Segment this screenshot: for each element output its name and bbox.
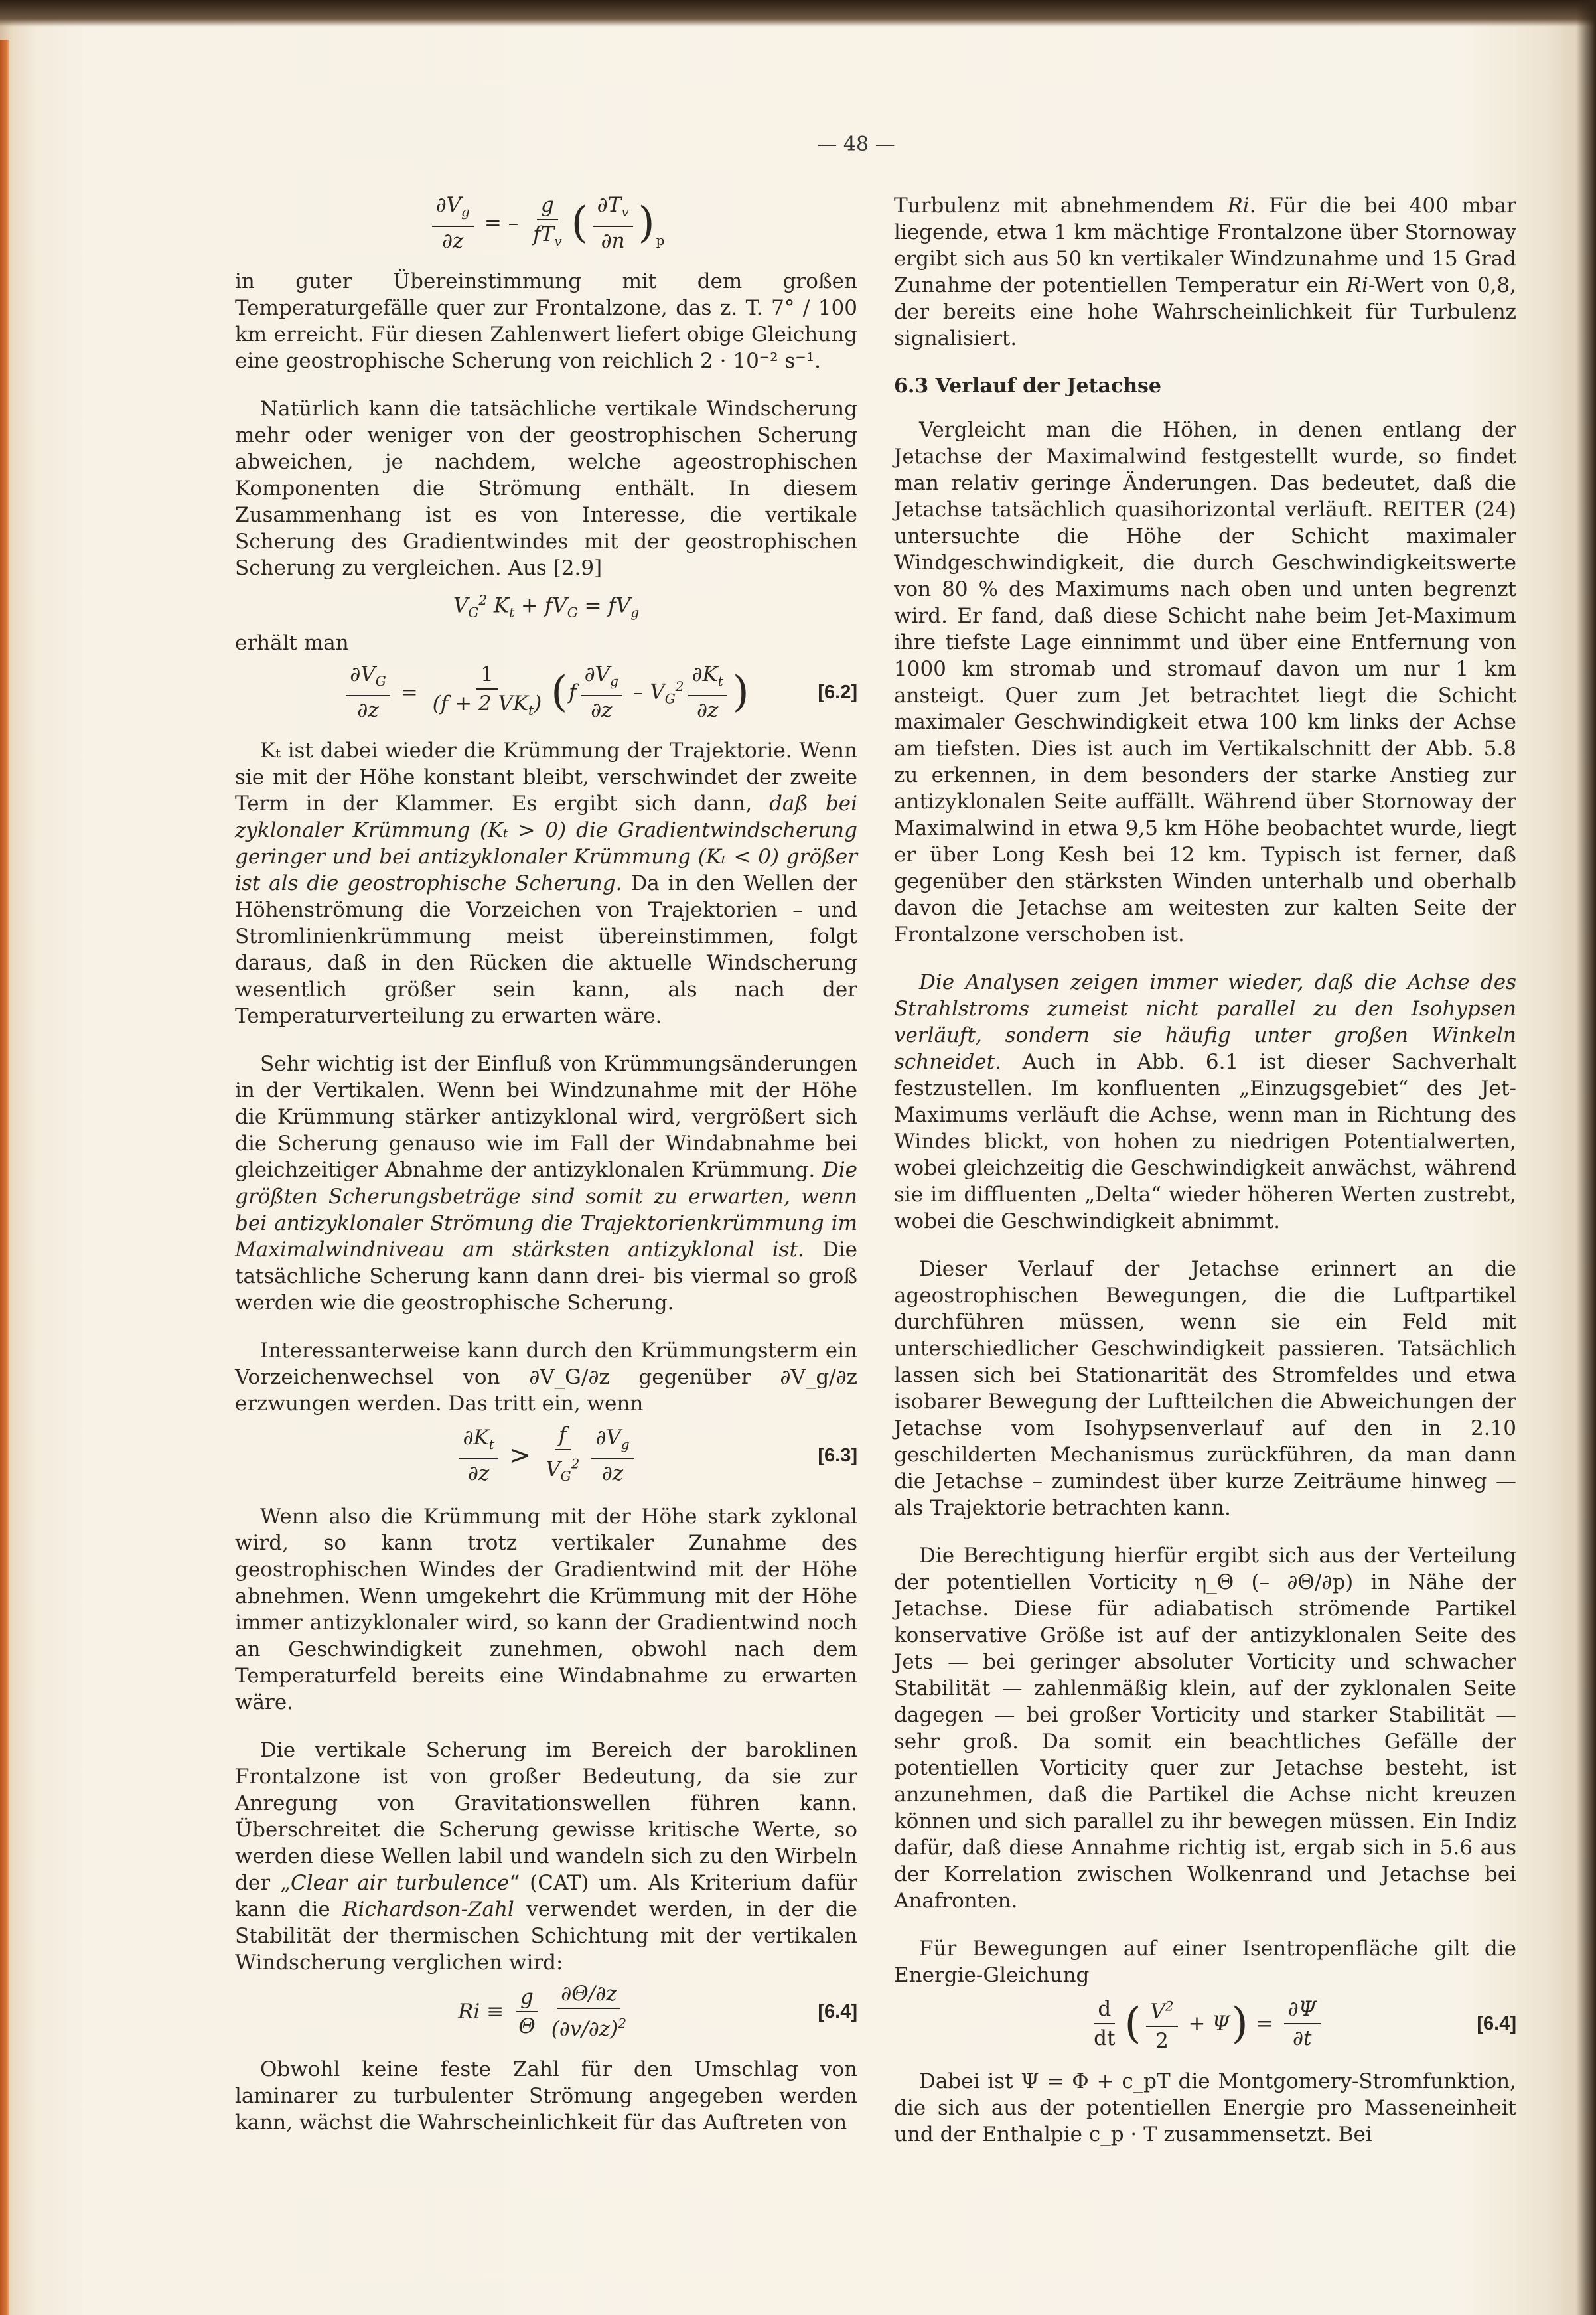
equation-number: [6.4] bbox=[818, 2000, 857, 2022]
paragraph: Obwohl keine feste Zahl für den Umschlag von laminarer zu turbulenter Strömung angegeben werden kann, wächst die Wahrscheinlichkeit für das Auftreten von bbox=[235, 2057, 857, 2134]
scan-right-shadow bbox=[1576, 0, 1596, 2315]
paragraph: Für Bewegungen auf einer Isentropenfläche gilt die Energie-Gleichung bbox=[894, 1937, 1516, 1987]
equation-6-4-richardson: Ri ≡ $\frac{g}{\Theta}$ $\frac{\partial\Theta/\partial z}{(\partial v/\partial z)^2}$ [6.4] bbox=[458, 1982, 857, 2041]
paragraph: Die vertikale Scherung im Bereich der baroklinen Frontalzone ist von großer Bedeutung, da sie zur Anregung von Gravitationswellen führen kann. Überschreitet die Scherung gewisse kritische Werte, so werden diese Wellen labil und wandeln sich zu den Wirbeln der „Clear air turbulence“ (CAT) um. Als Kriterium dafür kann die Richardson-Zahl verwendet werden, in der die Stabilität der thermischen Schichtung mit der vertikalen Windscherung verglichen wird: bbox=[235, 1738, 857, 1975]
paragraph: Dieser Verlauf der Jetachse erinnert an die ageostrophischen Bewegungen, die die Luftpartikel durchführen müssen, wenn sie ein Feld mit unterschiedlicher Geschwindigkeit passieren. Tatsächlich lassen sich bei Stationarität des Stromfeldes und etwa isobarer Bewegung der Luftteilchen die Abweichungen der Jetachse vom Isohypsenverlauf auf den in 2.10 geschilderten Mechanismus zurückführen, da man dann die Jetachse – zumindest über kurze Zeiträume hinweg — als Trajektorie betrachten kann. bbox=[894, 1257, 1516, 1520]
page-number: — 48 — bbox=[817, 133, 895, 156]
equation-6-3: $\frac{\partial K_t}{\partial z}$ > $\frac{f}{V_G^2}$ $\frac{\partial V_g}{\partial z}$ [6.3] bbox=[235, 1422, 857, 1489]
paragraph: Wenn also die Krümmung mit der Höhe stark zyklonal wird, so kann trotz vertikaler Zunahme des geostrophischen Windes der Gradientwind mit der Höhe abnehmen. Wenn umgekehrt die Krümmung mit der Höhe immer antizyklonaler wird, so kann der Gradientwind noch an Geschwindigkeit zunehmen, obwohl nach dem Temperaturfeld bereits eine Windabnahme zu erwarten wäre. bbox=[235, 1505, 857, 1715]
equation-6-2: $\frac{\partial V_G}{\partial z}$ = $\frac{1}{(f + 2 VK_t)}$ ( f $\frac{\partial V_g}{\partial z}$ – $V_G^2$ $\frac{\partial K_t}{\partial z}$ ) [6.2] bbox=[235, 662, 857, 723]
paragraph: Sehr wichtig ist der Einfluß von Krümmungsänderungen in der Vertikalen. Wenn bei Windzunahme mit der Höhe die Krümmung stärker antizyklonal wird, vergrößert sich die Scherung genauso wie im Fall der Windabnahme bei gleichzeitiger Abnahme der antizyklonalen Krümmung. Die größten Scherungsbeträge sind somit zu erwarten, wenn bei antizyklonaler Strömung die Trajektorienkrümmung im Maximalwindniveau am stärksten antizyklonal ist. Die tatsächliche Scherung kann dann drei- bis viermal so groß werden wie die geostrophische Scherung. bbox=[235, 1051, 857, 1315]
paragraph: Vergleicht man die Höhen, in denen entlang der Jetachse der Maximalwind festgestellt wurde, so findet man relativ geringe Änderungen. Das bedeutet, daß die Jetachse tatsächlich quasihorizontal verläuft. REITER (24) untersuchte die Höhe der Schicht maximaler Windgeschwindigkeit, die durch Geschwindigkeitswerte von 80 % des Maximums nach oben und unten begrenzt wird. Er fand, daß diese Schicht nahe beim Jet-Maximum ihre tiefste Lage einnimmt und über eine Entfernung von 1000 km stromab und stromauf davon um nur 1 km ansteigt. Quer zum Jet betrachtet liegt die Schicht maximaler Geschwindigkeit etwa 100 km links der Achse am tiefsten. Dies ist auch im Vertikalschnitt der Abb. 5.8 zu erkennen, in dem besonders der starke Anstieg zur antizyklonalen Seite auffällt. Während über Stornoway der Maximalwind in etwa 9,5 km Höhe beobachtet wurde, liegt er über Long Kesh bei 12 km. Typisch ist ferner, daß gegenüber den stärksten Winden unterhalb und oberhalb davon die Jetachse am weitesten zur kalten Seite der Frontalzone verschoben ist. bbox=[894, 418, 1516, 946]
paragraph: Kₜ ist dabei wieder die Krümmung der Trajektorie. Wenn sie mit der Höhe konstant bleibt, verschwindet der zweite Term in der Klammer. Es ergibt sich dann, daß bei zyklonaler Krümmung (Kₜ > 0) die Gradientwindscherung geringer und bei antizyklonaler Krümmung (Kₜ < 0) größer ist als die geostrophische Scherung. Da in den Wellen der Höhenströmung die Vorzeichen von Trajektorien – und Stromlinienkrümmung meist übereinstimmen, folgt daraus, daß in den Rücken die aktuelle Windscherung wesentlich größer sein kann, als nach der Temperaturverteilung zu erwarten wäre. bbox=[235, 738, 857, 1028]
paragraph: Natürlich kann die tatsächliche vertikale Windscherung mehr oder weniger von der geostrophischen Scherung abweichen, je nachdem, welche ageostrophischen Komponenten die Strömung enthält. In diesem Zusammenhang ist es von Interesse, die vertikale Scherung des Gradientwindes mit der geostrophischen Scherung zu vergleichen. Aus [2.9] bbox=[235, 397, 857, 581]
equation-energy: $\frac{d}{dt}$ ( $\frac{V^2}{2}$ + Ψ ) = $\frac{\partial\Psi}{\partial t}$ [6.4] bbox=[894, 1994, 1516, 2054]
section-heading: 6.3 Verlauf der Jetachse bbox=[894, 374, 1161, 398]
paragraph: Interessanterweise kann durch den Krümmungsterm ein Vorzeichenwechsel von ∂V_G/∂z gegenüber ∂V_g/∂z erzwungen werden. Das tritt ein, wenn bbox=[235, 1338, 857, 1416]
paragraph: Dabei ist Ψ = Φ + c_pT die Montgomery-Stromfunktion, die sich aus der potentiellen Energie pro Masseneinheit und der Enthalpie c_p · T zusammensetzt. Bei bbox=[894, 2069, 1516, 2147]
equation-geostrophic-shear: $\frac{\partial V_g}{\partial z}$ = – $\frac{g}{fT_v}$ ( $\frac{\partial T_v}{\partial n}$ ) $_p$ bbox=[235, 192, 857, 254]
equation-number: [6.4] bbox=[1477, 2013, 1516, 2035]
scan-top-shadow bbox=[0, 0, 1596, 27]
paragraph: Die Berechtigung hierfür ergibt sich aus der Verteilung der potentiellen Vorticity η_Θ (– ∂Θ/∂p) in Nähe der Jetachse. Diese für adiabatisch strömende Partikel konservative Größe ist auf der antizyklonalen Seite des Jets — bei geringer absoluter Vorticity und schwacher Stabilität — zahlenmäßig klein, auf der zyklonalen Seite dagegen — bei großer Vorticity und starker Stabilität — sehr groß. Da somit ein beachtliches Gefälle der potentiellen Vorticity quer zur Jetachse besteht, ist anzunehmen, daß die Partikel die Achse nicht kreuzen können und sich parallel zu ihr bewegen müssen. Ein Indiz dafür, daß diese Annahme richtig ist, ergab sich in 5.6 aus der Korrelation zwischen Wolkenrand und Jetachse bei Anafronten. bbox=[894, 1544, 1516, 1913]
equation-number: [6.3] bbox=[818, 1445, 857, 1467]
paragraph: Die Analysen zeigen immer wieder, daß die Achse des Strahlstroms zumeist nicht parallel zu den Isohypsen verläuft, sondern sie häufig unter großen Winkeln schneidet. Auch in Abb. 6.1 ist dieser Sachverhalt festzustellen. Im konfluenten „Einzugsgebiet“ des Jet-Maximums verläuft die Achse, wenn man in Richtung des Windes blickt, von hohen zu niedrigen Potentialwerten, wobei gleichzeitig die Geschwindigkeit anwächst, während sie im diffluenten „Delta“ wieder höheren Werten zustrebt, wobei die Geschwindigkeit abnimmt. bbox=[894, 970, 1516, 1233]
right-column bbox=[894, 192, 1516, 2169]
equation-gradient-wind: $V_G^2$ $K_t + fV_G = fV_g$ bbox=[453, 592, 640, 621]
book-cover-edge bbox=[0, 40, 9, 2315]
paragraph: Turbulenz mit abnehmendem Ri. Für die bei 400 mbar liegende, etwa 1 km mächtige Frontalzone über Stornoway ergibt sich aus 50 kn vertikaler Windzunahme und 15 Grad Zunahme der potentiellen Temperatur ein Ri-Wert von 0,8, der bereits eine hohe Wahrscheinlichkeit für Turbulenz signalisiert. bbox=[894, 194, 1516, 350]
left-column bbox=[235, 192, 857, 2157]
paragraph: erhält man bbox=[235, 631, 349, 655]
equation-number: [6.2] bbox=[818, 681, 857, 703]
paragraph: in guter Übereinstimmung mit dem großen Temperaturgefälle quer zur Frontalzone, das z. T. 7° / 100 km erreicht. Für diesen Zahlenwert liefert obige Gleichung eine geostrophische Scherung von reichlich 2 · 10⁻² s⁻¹. bbox=[235, 269, 857, 374]
